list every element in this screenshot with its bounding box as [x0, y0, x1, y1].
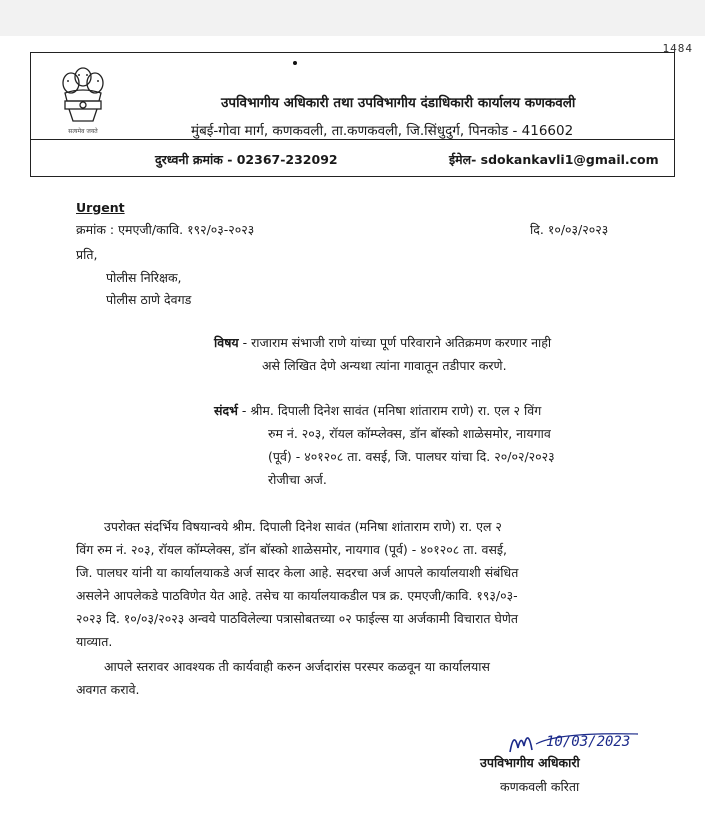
office-address: मुंबई-गोवा मार्ग, कणकवली, ता.कणकवली, जि.सिंधुदुर्ग, पिनकोड - 416602 — [191, 123, 574, 139]
page-number: 1484 — [662, 42, 693, 55]
reference-text: - श्रीम. दिपाली दिनेश सावंत (मनिषा शांताराम राणे) रा. एल २ विंग — [237, 403, 542, 418]
emblem-caption: सत्यमेव जयते — [68, 128, 98, 135]
top-margin-band — [0, 0, 705, 36]
body-line: असलेने आपलेकडे पाठविणेत येत आहे. तसेच या कार्यालयाकडील पत्र क्र. एमएजी/कावि. १९३/०३- — [76, 588, 518, 603]
body-line: जि. पालघर यांनी या कार्यालयाकडे अर्ज सादर केला आहे. सदरचा अर्ज आपले कार्यालयाशी संबंधित — [76, 565, 519, 580]
body-line: विंग रुम नं. २०३, रॉयल कॉम्प्लेक्स, डॉन बॉस्को शाळेसमोर, नायगाव (पूर्व) - ४०१२०८ ता. वसई, — [76, 542, 508, 557]
reference-line — [214, 402, 541, 419]
subject-line — [214, 334, 551, 351]
urgent-label: Urgent — [76, 200, 125, 215]
signature-date: 10/03/2023 — [546, 734, 631, 750]
closing-line: आपले स्तरावर आवश्यक ती कार्यवाही करुन अर्जदारांस परस्पर कळवून या कार्यालयास — [104, 659, 490, 674]
reference-line: रुम नं. २०३, रॉयल कॉम्प्लेक्स, डॉन बॉस्को शाळेसमोर, नायगाव — [268, 426, 551, 441]
prati-salutation: प्रति, — [76, 247, 98, 262]
closing-line: अवगत करावे. — [76, 682, 140, 697]
subject-text: - राजाराम संभाजी राणे यांच्या पूर्ण परिवाराने अतिक्रमण करणार नाही — [238, 335, 552, 350]
subject-label: विषय — [214, 335, 239, 350]
reference-line: (पूर्व) - ४०१२०८ ता. वसई, जि. पालघर यांचा दि. २०/०२/२०२३ — [268, 449, 555, 464]
signatory-title: उपविभागीय अधिकारी — [480, 755, 580, 770]
reference-line: रोजीचा अर्ज. — [268, 472, 327, 487]
body-line: २०२३ दि. १०/०३/२०२३ अन्वये पाठविलेल्या पत्रासोबतच्या ०२ फाईल्स या अर्जकामी विचारात घेणेत — [76, 611, 519, 626]
addressee-line: पोलीस ठाणे देवगड — [106, 292, 192, 307]
signatory-place: कणकवली करिता — [500, 779, 580, 794]
marker-dot — [293, 61, 297, 65]
subject-line: असे लिखित देणे अन्यथा त्यांना गावातून तडीपार करणे. — [262, 358, 507, 373]
letterhead-divider — [31, 139, 674, 140]
body-line: उपरोक्त संदर्भिय विषयान्वये श्रीम. दिपाली दिनेश सावंत (मनिषा शांताराम राणे) रा. एल २ — [104, 519, 502, 534]
email-address: ईमेल- sdokankavli1@gmail.com — [449, 152, 659, 167]
body-line: याव्यात. — [76, 634, 113, 649]
reference-label: संदर्भ — [214, 403, 238, 418]
phone-number: दुरध्वनी क्रमांक - 02367-232092 — [155, 152, 338, 167]
letter-date: दि. १०/०३/२०२३ — [530, 222, 609, 237]
addressee-line: पोलीस निरिक्षक, — [106, 270, 182, 285]
reference-number: क्रमांक : एमएजी/कावि. १९२/०३-२०२३ — [76, 222, 255, 237]
office-name: उपविभागीय अधिकारी तथा उपविभागीय दंडाधिकारी कार्यालय कणकवली — [221, 95, 576, 111]
letterhead — [30, 52, 675, 177]
